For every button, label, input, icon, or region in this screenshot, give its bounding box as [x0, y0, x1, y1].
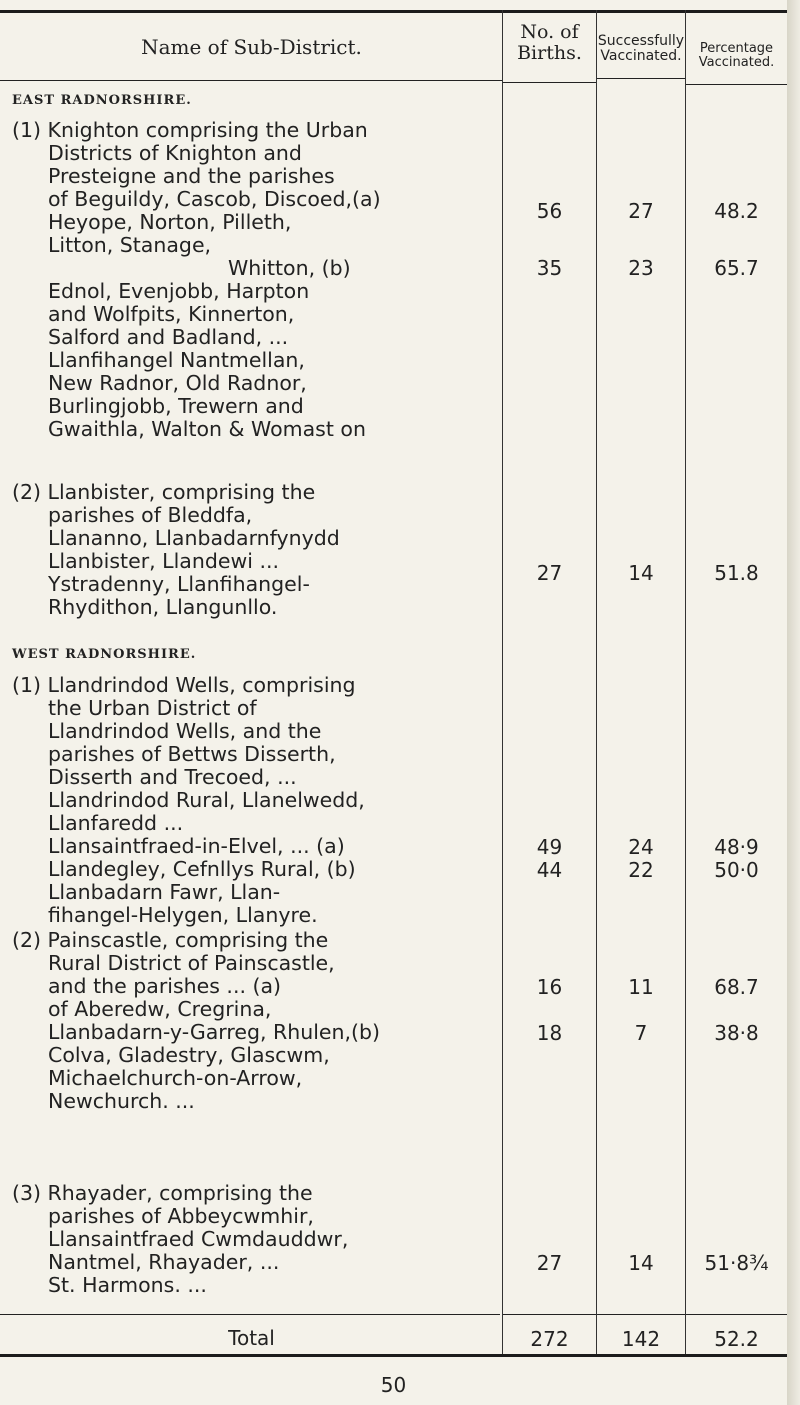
painscastle-a-vaccinated: 11	[628, 975, 654, 999]
total-rule-name	[0, 1314, 500, 1315]
total-rule-vaccinated	[597, 1314, 685, 1315]
total-rule-births	[503, 1314, 596, 1315]
rhayader-vaccinated: 14	[628, 1251, 654, 1275]
painscastle-b-births: 18	[536, 1021, 563, 1045]
entry-llandrindod: (1) Llandrindod Wells, comprising the Urban District of Llandrindod Wells, and the parishes of Bettws Disserth, Disserth and Trecoed, ... Llandrindod Rural, Llanelwedd, Llanfaredd ... Llansaintfraed-in-Elvel, ... (a) Llandegley, Cefnllys Rural, (b) Llanbadarn Fawr, Llan- fihangel-Helygen, Llanyre.	[12, 673, 365, 927]
llandrindod-b-percentage: 50·0	[714, 858, 759, 882]
painscastle-a-births: 16	[536, 975, 563, 999]
bottom-rule	[0, 1354, 787, 1357]
top-rule	[0, 10, 787, 13]
header-sub-district: Name of Sub-District.	[141, 35, 362, 59]
knighton-b-births: 35	[536, 256, 563, 280]
entry-knighton: (1) Knighton comprising the Urban Districts of Knighton and Presteigne and the parishes of Beguildy, Cascob, Discoed,(a) Heyope, Norton, Pilleth, Litton, Stanage, Whitton, (b) Ednol, Evenjobb, Harpton and Wolfpits, Kinnerton, Salford and Badland, ... Llanfihangel Nantmellan, New Radnor, Old Radnor, Burlingjobb, Trewern and Gwaithla, Walton & Womast on	[12, 118, 381, 441]
knighton-a-vaccinated: 27	[628, 199, 654, 223]
knighton-b-percentage: 65.7	[714, 256, 759, 280]
section-west-radnorshire: WEST RADNORSHIRE.	[12, 647, 197, 662]
llandrindod-a-births: 49	[536, 835, 563, 859]
knighton-a-births: 56	[536, 199, 563, 223]
header-rule-births	[503, 82, 596, 83]
header-rule-percentage	[686, 84, 787, 85]
total-births: 272	[530, 1327, 569, 1351]
rhayader-births: 27	[536, 1251, 563, 1275]
total-vaccinated: 142	[621, 1327, 661, 1351]
entry-rhayader: (3) Rhayader, comprising the parishes of Abbeycwmhir, Llansaintfraed Cwmdauddwr, Nantmel, Rhayader, ... St. Harmons. ...	[12, 1181, 349, 1297]
header-rule-name	[0, 80, 502, 81]
painscastle-b-vaccinated: 7	[634, 1021, 648, 1045]
entry-llanbister: (2) Llanbister, comprising the parishes of Bleddfa, Llananno, Llanbadarnfynydd Llanbister, Llandewi ... Ystradenny, Llanfihangel- Rhydithon, Llangunllo.	[12, 480, 340, 619]
llandrindod-a-vaccinated: 24	[628, 835, 654, 859]
header-rule-vaccinated	[597, 78, 685, 79]
llanbister-vaccinated: 14	[628, 561, 654, 585]
total-percentage: 52.2	[714, 1327, 759, 1351]
section-east-radnorshire: EAST RADNORSHIRE.	[12, 93, 192, 108]
llandrindod-a-percentage: 48·9	[714, 835, 759, 859]
page-edge-shadow	[787, 0, 800, 1405]
llanbister-births: 27	[536, 561, 563, 585]
page-number: 50	[380, 1373, 407, 1397]
llandrindod-b-births: 44	[536, 858, 563, 882]
llandrindod-b-vaccinated: 22	[628, 858, 654, 882]
header-successfully-vaccinated: Successfully Vaccinated.	[597, 33, 685, 65]
header-percentage-vaccinated: Percentage Vaccinated.	[698, 41, 775, 71]
total-rule-percentage	[686, 1314, 787, 1315]
entry-painscastle: (2) Painscastle, comprising the Rural District of Painscastle, and the parishes ... (a) of Aberedw, Cregrina, Llanbadarn-y-Garreg, Rhulen,(b) Colva, Gladestry, Glascwm, Michaelchurch-on-Arrow, Newchurch. ...	[12, 928, 381, 1113]
header-births: No. of Births.	[517, 21, 582, 64]
painscastle-b-percentage: 38·8	[714, 1021, 759, 1045]
total-label: Total	[228, 1326, 275, 1350]
painscastle-a-percentage: 68.7	[714, 975, 759, 999]
llanbister-percentage: 51.8	[714, 561, 759, 585]
knighton-a-percentage: 48.2	[714, 199, 759, 223]
rhayader-percentage: 51·8¾	[704, 1251, 769, 1275]
knighton-b-vaccinated: 23	[628, 256, 654, 280]
